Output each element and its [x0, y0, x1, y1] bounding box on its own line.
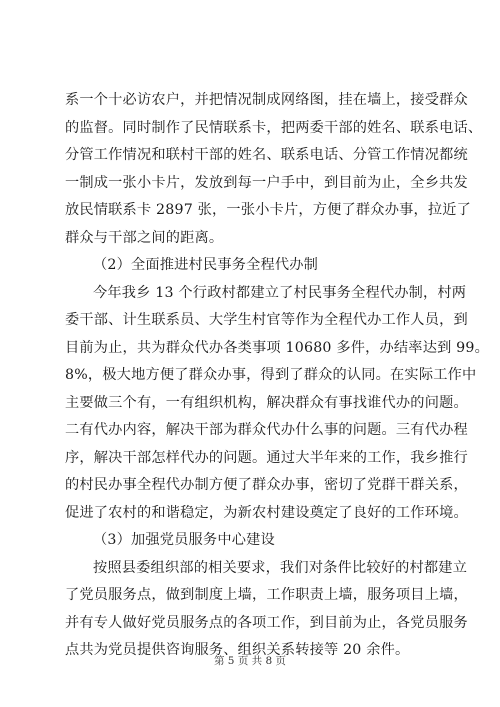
- text-line: 了党员服务点，做到制度上墙，工作职责上墙，服务项目上墙，: [65, 587, 468, 603]
- text-line: 分管工作情况和联村干部的姓名、联系电话、分管工作情况都统: [65, 147, 468, 163]
- text-line: （3）加强党员服务中心建设: [93, 532, 275, 548]
- page-footer: 第 5 页 共 8 页: [213, 655, 287, 667]
- text-line: 的监督。同时制作了民情联系卡，把两委干部的姓名、联系电话、: [65, 119, 483, 136]
- text-line: 一制成一张小卡片，发放到每一户手中，到目前为止，全乡共发: [65, 174, 468, 191]
- text-line: 主要做三个有，一有组织机构，解决群众有事找谁代办的问题。: [65, 394, 468, 411]
- text-line: 的村民办事全程代办制方便了群众办事，密切了党群干群关系，: [65, 477, 468, 493]
- text-line: 8%，极大地方便了群众办事，得到了群众的认同。在实际工作中: [65, 367, 477, 383]
- text-line: 点共为党员提供咨询服务、组织关系转接等 20 余件。: [65, 642, 410, 658]
- document-body: [65, 87, 490, 665]
- text-line: 委干部、计生联系员、大学生村官等作为全程代办工作人员，到: [65, 312, 468, 328]
- text-line: 目前为止，共为群众代办各类事项 10680 多件，办结率达到 99。: [65, 339, 490, 356]
- text-line: 群众与干部之间的距离。: [65, 229, 224, 246]
- text-line: 按照县委组织部的相关要求，我们对条件比较好的村都建立: [93, 559, 468, 576]
- text-line: 今年我乡 13 个行政村都建立了村民事务全程代办制，村两: [93, 284, 467, 301]
- text-line: 促进了农村的和谐稳定，为新农村建设奠定了良好的工作环境。: [65, 504, 468, 521]
- text-line: 并有专人做好党员服务点的各项工作，到目前为止，各党员服务: [65, 614, 468, 631]
- text-line: 系一个十必访农户，并把情况制成网络图，挂在墙上，接受群众: [65, 92, 468, 108]
- text-line: 序，解决干部怎样代办的问题。通过大半年来的工作，我乡推行: [65, 449, 468, 466]
- text-line: （2）全面推进村民事务全程代办制: [93, 257, 319, 273]
- text-line: 二有代办内容，解决干部为群众代办什么事的问题。三有代办程: [65, 422, 468, 438]
- text-line: 放民情联系卡 2897 张，一张小卡片，方便了群众办事，拉近了: [65, 202, 472, 218]
